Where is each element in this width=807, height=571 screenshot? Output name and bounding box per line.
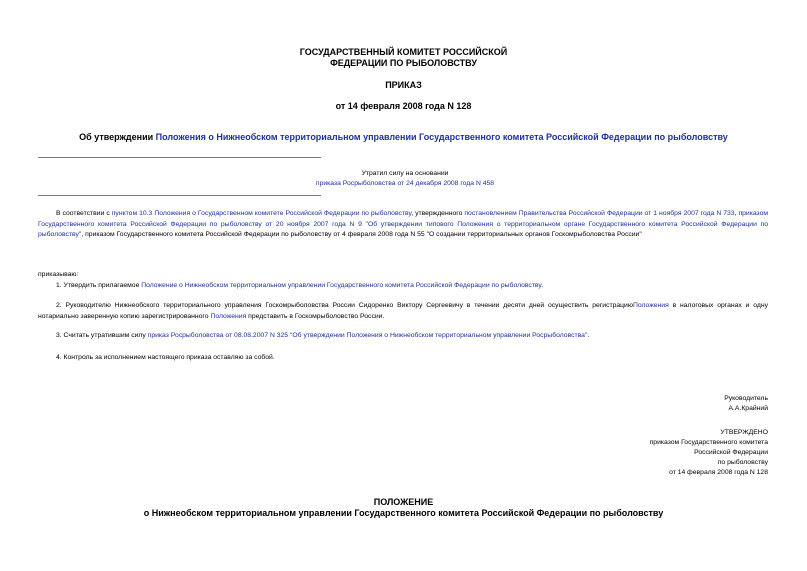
preamble-text: , утвержденного xyxy=(411,210,465,217)
signature-block xyxy=(568,394,768,414)
order-item-2-link-2[interactable]: Положения xyxy=(210,312,247,320)
item-text: представить в Госкомрыболовство России. xyxy=(246,312,385,320)
doc-title-prefix: Об утверждении xyxy=(79,132,156,142)
order-item-1 xyxy=(38,281,768,292)
preamble-text: , xyxy=(734,210,739,217)
appendix-subtitle: о Нижнеобском территориальном управлении Государственного комитета Российской Федерации по рыболовству xyxy=(143,508,664,518)
item-text: 3. Считать утратившим силу xyxy=(56,332,148,339)
approval-block xyxy=(568,428,768,478)
signature-role: Руководитель xyxy=(724,395,768,402)
item-text: 2. Руководителю Нижнеобского территориального управления Госкомрыболовства России Сидоренко Виктору Сергеевичу в течении десяти дней осуществить регистрацию xyxy=(56,302,633,309)
order-item-3 xyxy=(38,331,768,342)
status-note xyxy=(300,169,510,189)
item-text: в налоговых органах и одну нотариально заверенную копию зарегистрированного xyxy=(38,302,768,320)
approval-line: по рыболовству xyxy=(717,459,768,466)
item-text: 1. Утвердить прилагаемое xyxy=(56,282,142,289)
approval-line: приказом Государственного комитета xyxy=(649,439,768,446)
approval-line: от 14 февраля 2008 года N 128 xyxy=(669,469,768,476)
preamble-paragraph xyxy=(38,209,768,241)
org-name-line1: ГОСУДАРСТВЕННЫЙ КОМИТЕТ РОССИЙСКОЙ xyxy=(299,47,508,57)
doc-date: от 14 февраля 2008 года N 128 xyxy=(335,101,472,111)
rule-bottom xyxy=(38,195,321,196)
approval-line: Российской Федерации xyxy=(694,449,768,456)
order-item-1-link[interactable]: Положение о Нижнеобском территориальном управлении Государственного комитета Российской Федерации по рыболовству xyxy=(141,282,542,289)
order-intro: приказываю: xyxy=(38,271,79,278)
status-link[interactable]: приказа Росрыболовства от 24 декабря 2008 года N 458 xyxy=(315,180,495,187)
order-item-3-link[interactable]: приказ Росрыболовства от 08.08.2007 N 325 "Об утверждении Положения о Нижнеобском территориальном управлении Росрыболовства" xyxy=(147,332,588,339)
doc-title-link[interactable]: Положения о Нижнеобском территориальном управлении Государственного комитета Российской Федерации по рыболовству xyxy=(155,132,728,142)
preamble-link-order9[interactable]: приказом Государственного комитета Российской Федерации по рыболовству от 20 ноября 2007 года N 9 "Об утверждении типового Положения о территориальном органе Государственного комитета Российской Федерации по рыболовству" xyxy=(38,210,769,238)
item-text: . xyxy=(541,282,544,289)
order-item-2 xyxy=(38,301,768,322)
preamble-link-resolution[interactable]: постановлением Правительства Российской Федерации от 1 ноября 2007 года N 733 xyxy=(464,210,735,217)
preamble-text: В соответствии с xyxy=(56,210,112,217)
rule-top xyxy=(38,157,321,158)
approval-line: УТВЕРЖДЕНО xyxy=(720,429,768,436)
org-name-line2: ФЕДЕРАЦИИ ПО РЫБОЛОВСТВУ xyxy=(330,58,477,68)
doc-type: ПРИКАЗ xyxy=(385,80,422,90)
doc-title xyxy=(0,132,807,143)
item-text: . xyxy=(587,332,590,339)
status-line: Утратил силу на основании xyxy=(361,170,449,177)
order-item-4: 4. Контроль за исполнением настоящего приказа оставляю за собой. xyxy=(56,354,275,361)
preamble-link-regulation[interactable]: пунктом 10.3 Положения о Государственном комитете Российской Федерации по рыболовству xyxy=(111,210,412,217)
order-item-2-link-1[interactable]: Положения xyxy=(632,302,669,309)
signature-name: А.А.Крайний xyxy=(728,405,768,412)
appendix-title: ПОЛОЖЕНИЕ xyxy=(373,497,434,507)
preamble-text: , приказом Государственного комитета Российской Федерации по рыболовству от 4 февраля 2008 года N 55 "О создании территориальных органов Госкомрыболовства России" xyxy=(81,231,642,238)
